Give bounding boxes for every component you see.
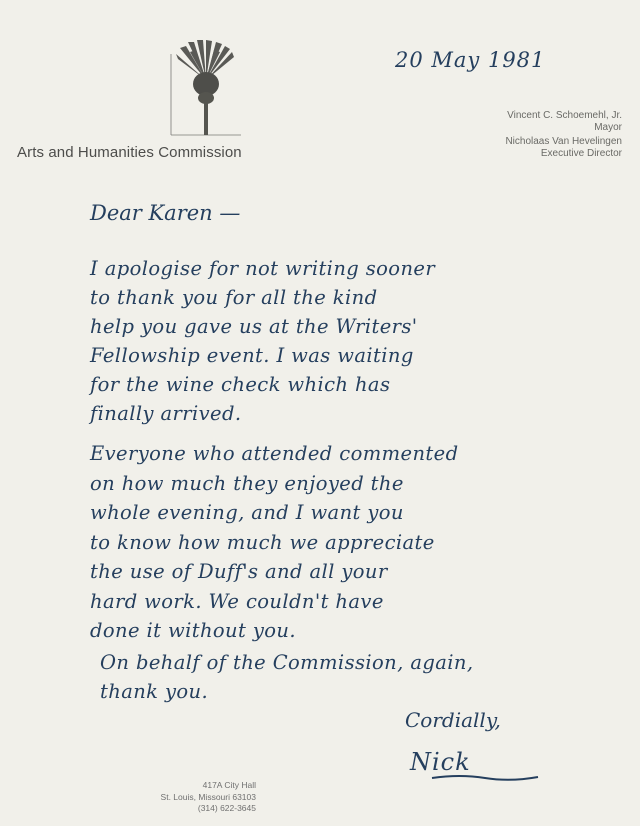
greeting: Dear Karen —: [90, 201, 241, 225]
official-name: Vincent C. Schoemehl, Jr.: [507, 110, 622, 121]
signature-flourish: [430, 772, 540, 784]
text-line: to thank you for all the kind: [90, 286, 378, 309]
text-line: Fellowship event. I was waiting: [90, 344, 414, 367]
text-line: for the wine check which has: [90, 373, 391, 396]
address-line: 417A City Hall: [202, 780, 256, 790]
letter-date: 20 May 1981: [395, 48, 546, 72]
text-line: whole evening, and I want you: [90, 501, 404, 524]
text-line: the use of Duff's and all your: [90, 560, 388, 583]
text-line: done it without you.: [90, 619, 296, 642]
address-block: [150, 780, 256, 815]
paragraph-2: [90, 439, 458, 646]
text-line: I apologise for not writing sooner: [90, 257, 436, 280]
official-name: Nicholaas Van Hevelingen: [505, 136, 622, 147]
organization-name: Arts and Humanities Commission: [17, 144, 242, 161]
text-line: to know how much we appreciate: [90, 530, 435, 554]
text-line: finally arrived.: [90, 402, 242, 425]
flower-icon: [170, 40, 242, 136]
official-title: Mayor: [594, 122, 622, 133]
text-line: On behalf of the Commission, again,: [100, 651, 474, 674]
paragraph-1: [90, 254, 435, 428]
text-line: on how much they enjoyed the: [90, 471, 404, 495]
signature: Nick: [410, 748, 471, 776]
official-mayor: [505, 110, 622, 134]
official-title: Executive Director: [540, 148, 622, 159]
text-line: hard work. We couldn't have: [90, 589, 384, 613]
phone-number: (314) 622-3645: [197, 803, 256, 813]
officials-list: [505, 110, 622, 162]
text-line: thank you.: [100, 680, 209, 703]
closing: Cordially,: [405, 708, 501, 732]
paragraph-3: [100, 648, 473, 706]
text-line: help you gave us at the Writers': [90, 315, 418, 338]
text-line: Everyone who attended commented: [90, 442, 459, 465]
address-line: St. Louis, Missouri 63103: [160, 791, 256, 802]
official-director: [505, 136, 622, 160]
